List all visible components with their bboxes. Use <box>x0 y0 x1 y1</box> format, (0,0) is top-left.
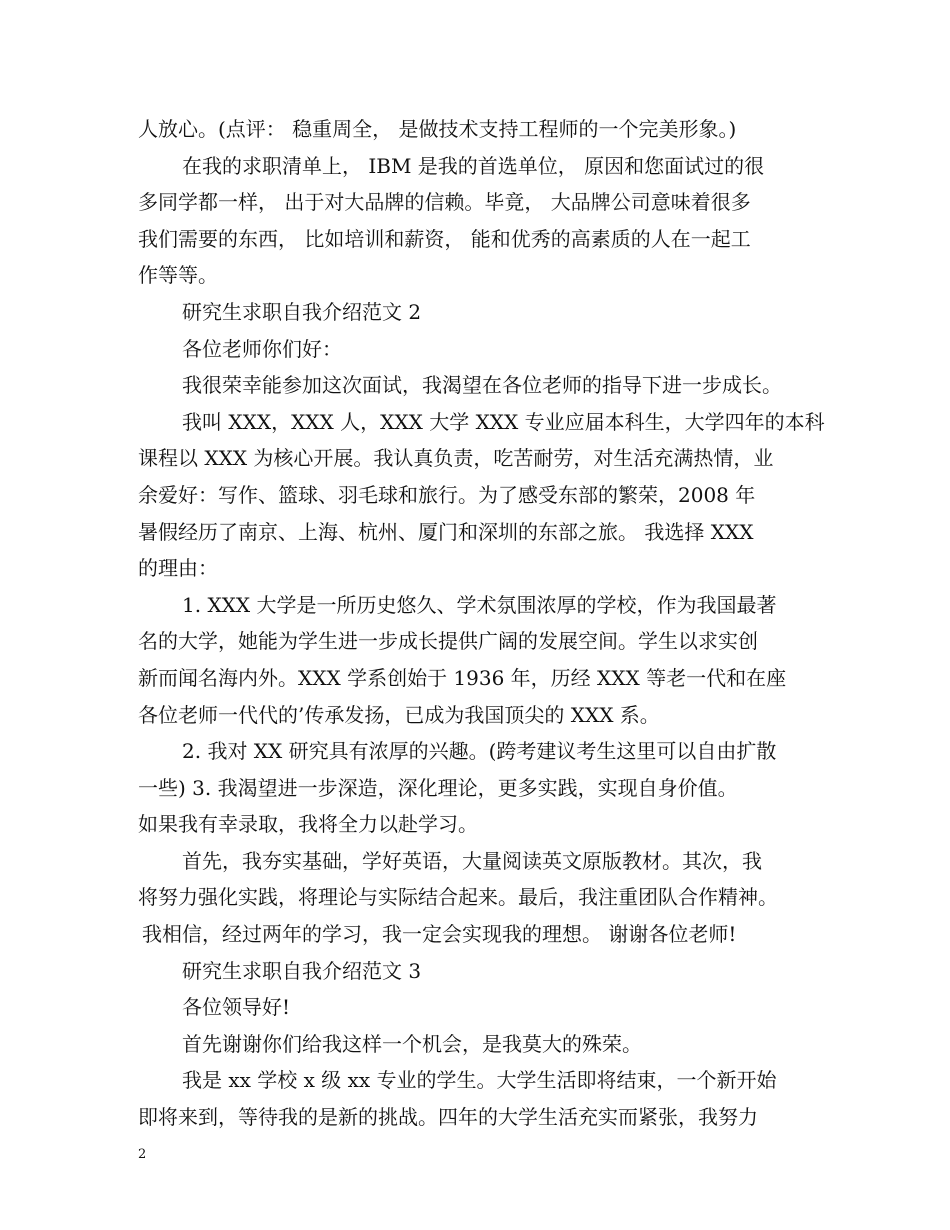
text-line: 我叫 XXX，XXX 人，XXX 大学 XXX 专业应届本科生，大学四年的本科 <box>182 409 825 434</box>
text-line: 在我的求职清单上， IBM 是我的首选单位， 原因和您面试过的很 <box>182 153 765 178</box>
text-line: 如果我有幸录取，我将全力以赴学习。 <box>138 812 478 837</box>
document-body <box>138 111 828 1136</box>
text-line: 一些) 3. 我渴望进一步深造，深化理论，更多实践，实现自身价值。 <box>138 775 738 800</box>
text-line: 首先，我夯实基础，学好英语，大量阅读英文原版教材。其次，我 <box>182 848 762 873</box>
text-line: 研究生求职自我介绍范文 2 <box>182 299 422 324</box>
text-line: 研究生求职自我介绍范文 3 <box>182 958 422 983</box>
text-line: 我是 xx 学校 x 级 xx 专业的学生。大学生活即将结束，一个新开始 <box>182 1068 777 1093</box>
text-line: 首先谢谢你们给我这样一个机会，是我莫大的殊荣。 <box>182 1031 642 1056</box>
text-line: 即将来到，等待我的是新的挑战。四年的大学生活充实而紧张，我努力 <box>138 1105 758 1130</box>
text-line: 我相信，经过两年的学习，我一定会实现我的理想。 谢谢各位老师! <box>142 922 737 947</box>
text-line: 作等等。 <box>138 263 218 288</box>
text-line: 我很荣幸能参加这次面试，我渴望在各位老师的指导下进一步成长。 <box>182 373 782 398</box>
text-line: 各位领导好! <box>182 995 291 1020</box>
page-number: 2 <box>138 1147 147 1162</box>
text-line: 新而闻名海内外。XXX 学系创始于 1936 年，历经 XXX 等老一代和在座 <box>138 665 787 690</box>
text-line: 名的大学，她能为学生进一步成长提供广阔的发展空间。学生以求实创 <box>138 629 758 654</box>
text-line: 各位老师你们好： <box>182 336 342 361</box>
text-line: 1. XXX 大学是一所历史悠久、学术氛围浓厚的学校，作为我国最著 <box>182 592 777 617</box>
text-line: 余爱好：写作、篮球、羽毛球和旅行。为了感受东部的繁荣，2008 年 <box>138 482 756 507</box>
text-line: 的理由： <box>138 556 218 581</box>
text-line: 各位老师一代代的’传承发扬，已成为我国顶尖的 XXX 系。 <box>138 702 660 727</box>
text-line: 暑假经历了南京、上海、杭州、厦门和深圳的东部之旅。 我选择 XXX <box>138 519 754 544</box>
text-line: 人放心。(点评： 稳重周全， 是做技术支持工程师的一个完美形象。) <box>138 117 737 141</box>
text-line: 我们需要的东西， 比如培训和薪资， 能和优秀的高素质的人在一起工 <box>138 226 751 251</box>
text-line: 课程以 XXX 为核心开展。我认真负责，吃苦耐劳，对生活充满热情，业 <box>138 446 774 471</box>
text-line: 将努力强化实践，将理论与实际结合起来。最后，我注重团队合作精神。 <box>138 885 778 910</box>
text-line: 2. 我对 XX 研究具有浓厚的兴趣。(跨考建议考生这里可以自由扩散 <box>182 739 777 764</box>
text-line: 多同学都一样， 出于对大品牌的信赖。毕竟， 大品牌公司意味着很多 <box>138 190 751 215</box>
